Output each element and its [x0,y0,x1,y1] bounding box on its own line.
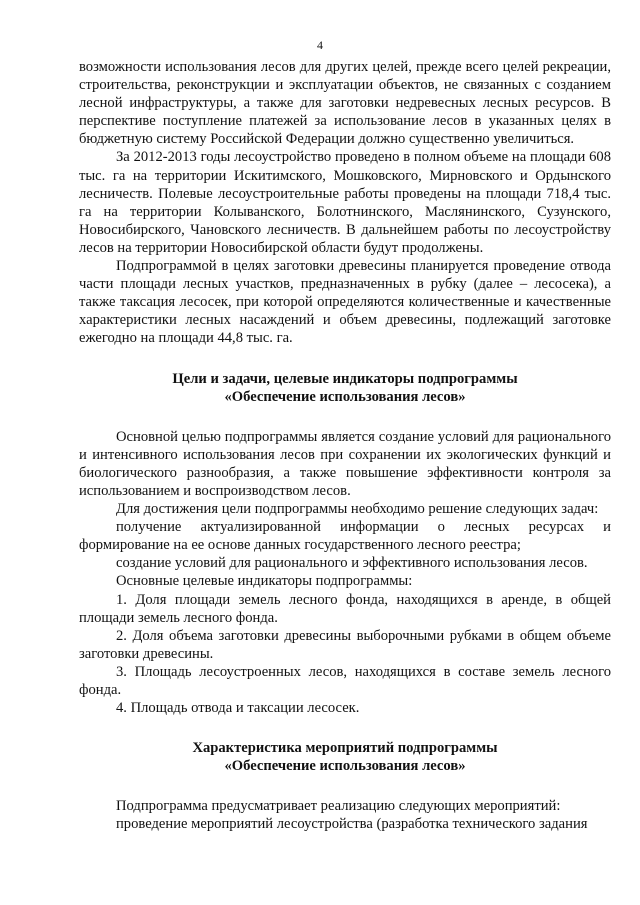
spacer [79,775,611,797]
paragraph-middle-3: создание условий для рационального и эффективного использования лесов. [116,555,588,572]
section-heading-activities-line2: «Обеспечение использования лесов» [224,758,466,775]
paragraph-bottom-0: Подпрограмма предусматривает реализацию следующих мероприятий: [116,798,561,815]
section-heading-activities-line1: Характеристика мероприятий подпрограммы [192,740,498,757]
paragraph-middle-1: Для достижения цели подпрограммы необходимо решение следующих задач: [116,501,599,518]
paragraph-bottom-1: проведение мероприятий лесоустройства (разработка технического задания [116,816,588,833]
page-number: 4 [317,38,323,52]
indicator-item-4: 4. Площадь отвода и таксации лесосек. [116,700,360,717]
paragraph-top-0: возможности использования лесов для других целей, прежде всего целей рекреации, строительства, реконструкции и эксплуатации объектов, не связанных с созданием лесной инфраструктуры, а также для заготовки недревесных лесных ресурсов. В перспективе поступление платежей за использование лесов в указанных целях в бюджетную систему Российской Федерации должно существенно увеличиться. [79,59,611,148]
paragraph-middle-4: Основные целевые индикаторы подпрограммы: [116,573,413,590]
section-heading-goals-line1: Цели и задачи, целевые индикаторы подпрограммы [172,370,518,387]
section-heading-goals-line2: «Обеспечение использования лесов» [224,388,466,405]
paragraph-middle-2: получение актуализированной информации о лесных ресурсах и формирование на ее основе данных государственного лесного реестра; [79,519,611,554]
section-heading-activities [79,739,611,775]
spacer [79,717,611,739]
paragraph-top-2: Подпрограммой в целях заготовки древесины планируется проведение отвода части площади лесных участков, предназначенных в рубку (далее – лесосека), а также таксация лесосек, при которой определяются количественные и качественные характеристики лесных насаждений и объем древесины, подлежащий заготовке ежегодно на площади 44,8 тыс. га. [79,258,611,347]
paragraph-middle-0: Основной целью подпрограммы является создание условий для рационального и интенсивного использования лесов при сохранении их экологических функций и биологического разнообразия, а также повышение эффективности контроля за использованием и воспроизводством лесов. [79,428,611,499]
indicator-item-3: 3. Площадь лесоустроенных лесов, находящихся в составе земель лесного фонда. [79,663,611,698]
section-heading-goals [79,370,611,406]
indicator-item-2: 2. Доля объема заготовки древесины выборочными рубками в общем объеме заготовки древесины. [79,627,611,662]
spacer [79,406,611,428]
paragraph-top-1: За 2012-2013 годы лесоустройство проведено в полном объеме на площади 608 тыс. га на территории Искитимского, Мошковского, Мирновского и Ордынского лесничеств. Полевые лесоустроительные работы проведены на площади 718,4 тыс. га на территории Колыванского, Болотнинского, Маслянинского, Сузунского, Новосибирского, Чановского лесничеств. В дальнейшем работы по лесоустройству лесов на территории Новосибирской области будут продолжены. [79,149,611,256]
indicator-item-1: 1. Доля площади земель лесного фонда, находящихся в аренде, в общей площади земель лесного фонда. [79,591,611,626]
spacer [79,348,611,370]
document-body [79,58,611,834]
